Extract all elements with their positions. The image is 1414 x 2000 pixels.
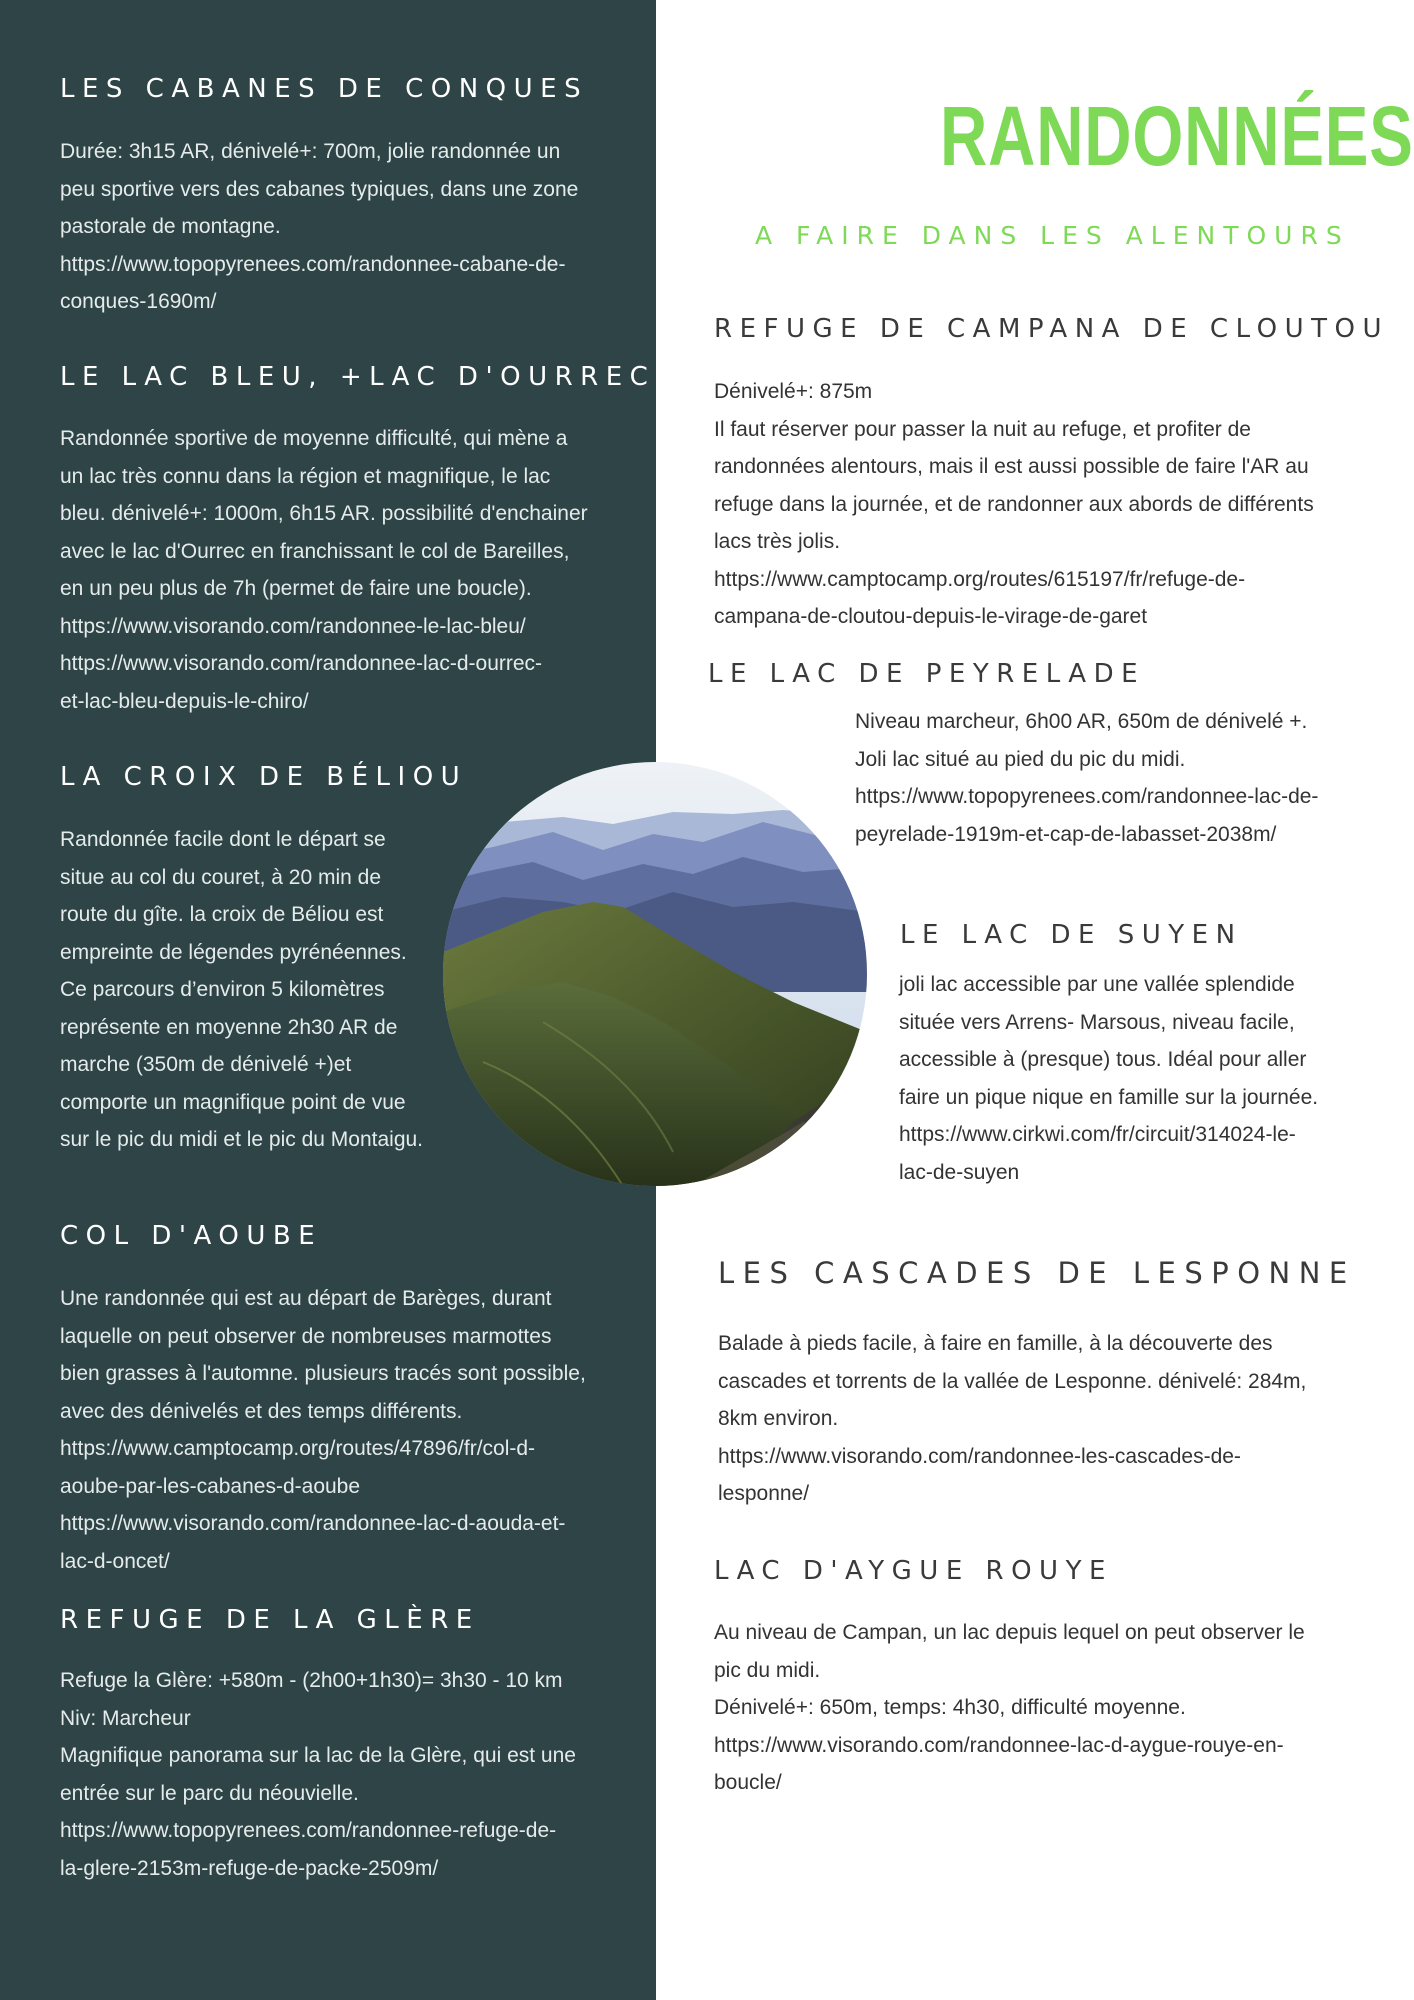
link-line[interactable]: https://www.cirkwi.com/fr/circuit/314024-le- [899,1123,1296,1146]
section-body-lac-d-aygue-rouye [714,1614,1404,1802]
section-title-lac-bleu: LE LAC BLEU, +LAC D'OURREC [60,362,656,392]
body-line: situe au col du couret, à 20 min de [60,865,382,889]
body-line: Randonnée sportive de moyenne difficulté, qui mène a [60,427,568,450]
section-title-col-d-aoube: COL D'AOUBE [60,1221,323,1251]
body-line: Ce parcours d’environ 5 kilomètres [60,978,385,1001]
link-line[interactable]: https://www.visorando.com/randonnee-lac-d-aouda-et- [60,1512,566,1535]
body-line: en un peu plus de 7h (permet de faire une boucle). [60,577,532,600]
section-body-refuge-de-campana [714,373,1404,636]
section-body-cascades-de-lesponne [718,1325,1408,1513]
body-line: pic du midi. [714,1658,821,1682]
link-line[interactable]: conques-1690m/ [60,290,217,313]
body-line: entrée sur le parc du néouvielle. [60,1781,359,1805]
body-line: joli lac accessible par une vallée splendide [899,973,1295,996]
body-line: Durée: 3h15 AR, dénivelé+: 700m, jolie randonnée un [60,140,561,163]
page-title: RANDONNÉES [940,89,1414,183]
body-line: avec des dénivelés et des temps différents. [60,1399,463,1423]
link-line[interactable]: aoube-par-les-cabanes-d-aoube [60,1474,361,1498]
body-line: bien grasses à l'automne. plusieurs tracés sont possible, [60,1362,586,1385]
body-line: comporte un magnifique point de vue [60,1090,406,1114]
body-line: Il faut réserver pour passer la nuit au refuge, et profiter de [714,417,1251,441]
section-body-cabanes-de-conques [60,133,650,321]
body-line: un lac très connu dans la région et magnifique, le lac [60,464,551,488]
body-line: Magnifique panorama sur la lac de la Glère, qui est une [60,1744,576,1767]
section-title-refuge-de-la-glere: REFUGE DE LA GLÈRE [60,1605,480,1635]
body-line: Au niveau de Campan, un lac depuis lequel on peut observer le [714,1621,1305,1644]
link-line[interactable]: et-lac-bleu-depuis-le-chiro/ [60,689,309,713]
section-body-refuge-de-la-glere [60,1662,650,1887]
body-line: refuge dans la journée, et de randonner aux abords de différents [714,492,1314,516]
page-subtitle: A FAIRE DANS LES ALENTOURS [755,221,1350,250]
section-title-cascades-de-lesponne: LES CASCADES DE LESPONNE [718,1256,1356,1290]
body-line: Randonnée facile dont le départ se [60,828,386,851]
body-line: bleu. dénivelé+: 1000m, 6h15 AR. possibilité d'enchainer [60,502,588,525]
mountain-landscape-image [443,762,867,1186]
link-line[interactable]: lac-de-suyen [899,1160,1020,1184]
section-body-croix-de-beliou [60,821,460,1159]
body-line: cascades et torrents de la vallée de Lesponne. dénivelé: 284m, [718,1369,1307,1393]
body-line: Refuge la Glère: +580m - (2h00+1h30)= 3h30 - 10 km [60,1669,563,1692]
body-line: Niveau marcheur, 6h00 AR, 650m de dénivelé +. [855,710,1308,733]
body-line: sur le pic du midi et le pic du Montaigu. [60,1128,424,1151]
link-line[interactable]: https://www.visorando.com/randonnee-lac-d-ourrec- [60,652,543,675]
link-line[interactable]: campana-de-cloutou-depuis-le-virage-de-garet [714,605,1148,628]
body-line: marche (350m de dénivelé +)et [60,1053,352,1076]
link-line[interactable]: https://www.camptocamp.org/routes/615197/fr/refuge-de- [714,567,1246,591]
body-line: Balade à pieds facile, à faire en famille, à la découverte des [718,1332,1273,1355]
body-line: Niv: Marcheur [60,1706,191,1730]
body-line: 8km environ. [718,1407,839,1430]
body-line: Joli lac situé au pied du pic du midi. [855,747,1186,771]
body-line: lacs très jolis. [714,530,841,553]
body-line: située vers Arrens- Marsous, niveau facile, [899,1010,1295,1034]
link-line[interactable]: la-glere-2153m-refuge-de-packe-2509m/ [60,1856,439,1880]
body-line: route du gîte. la croix de Béliou est [60,903,384,926]
body-line: représente en moyenne 2h30 AR de [60,1015,398,1039]
section-title-lac-de-peyrelade: LE LAC DE PEYRELADE [708,659,1146,689]
body-line: Dénivelé+: 875m [714,380,873,403]
section-title-croix-de-beliou: LA CROIX DE BÉLIOU [60,762,468,792]
body-line: avec le lac d'Ourrec en franchissant le col de Bareilles, [60,539,570,563]
section-title-lac-d-aygue-rouye: LAC D'AYGUE ROUYE [714,1556,1113,1586]
link-line[interactable]: lesponne/ [718,1482,810,1505]
link-line[interactable]: peyrelade-1919m-et-cap-de-labasset-2038m/ [855,822,1277,846]
body-line: empreinte de légendes pyrénéennes. [60,940,407,964]
section-title-cabanes-de-conques: LES CABANES DE CONQUES [60,74,589,104]
body-line: randonnées alentours, mais il est aussi possible de faire l'AR au [714,455,1309,478]
section-body-lac-de-peyrelade [855,703,1405,853]
body-line: laquelle on peut observer de nombreuses marmottes [60,1324,552,1348]
link-line[interactable]: https://www.visorando.com/randonnee-les-cascades-de- [718,1444,1241,1468]
link-line[interactable]: boucle/ [714,1771,782,1794]
mountain-photo [443,762,867,1186]
body-line: accessible à (presque) tous. Idéal pour aller [899,1048,1307,1071]
section-title-refuge-de-campana: REFUGE DE CAMPANA DE CLOUTOU [714,314,1390,344]
body-line: faire un pique nique en famille sur la journée. [899,1085,1319,1109]
link-line[interactable]: https://www.topopyrenees.com/randonnee-lac-de- [855,785,1319,808]
body-line: pastorale de montagne. [60,215,281,238]
section-body-lac-bleu [60,420,650,720]
section-title-lac-de-suyen: LE LAC DE SUYEN [900,920,1243,950]
link-line[interactable]: https://www.camptocamp.org/routes/47896/fr/col-d- [60,1437,536,1460]
section-body-lac-de-suyen [899,966,1404,1191]
link-line[interactable]: https://www.topopyrenees.com/randonnee-cabane-de- [60,252,566,276]
link-line[interactable]: https://www.visorando.com/randonnee-le-lac-bleu/ [60,614,526,638]
link-line[interactable]: lac-d-oncet/ [60,1549,170,1573]
body-line: Dénivelé+: 650m, temps: 4h30, difficulté moyenne. [714,1696,1186,1719]
body-line: peu sportive vers des cabanes typiques, dans une zone [60,177,579,201]
section-body-col-d-aoube [60,1280,650,1580]
link-line[interactable]: https://www.topopyrenees.com/randonnee-refuge-de- [60,1819,557,1842]
body-line: Une randonnée qui est au départ de Barèges, durant [60,1287,552,1310]
link-line[interactable]: https://www.visorando.com/randonnee-lac-d-aygue-rouye-en- [714,1733,1284,1757]
